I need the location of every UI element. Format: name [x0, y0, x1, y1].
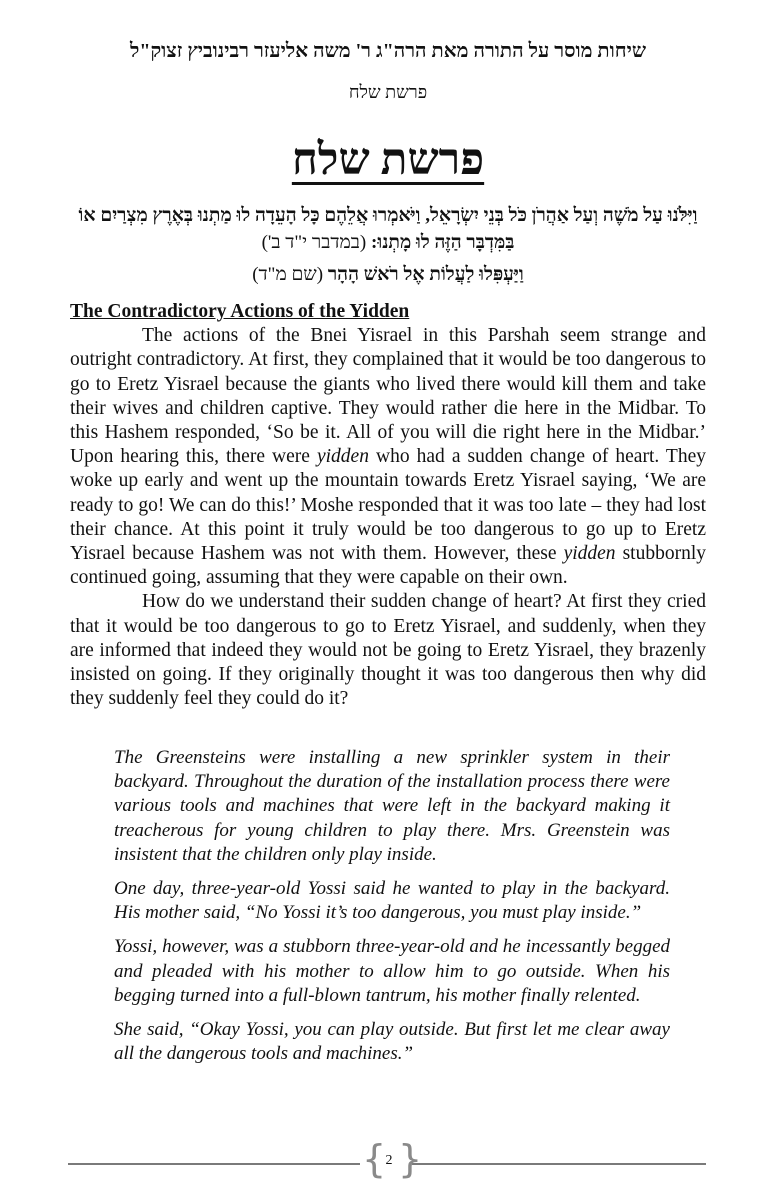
story-block [114, 746, 670, 1076]
story-paragraph: One day, three-year-old Yossi said he wanted to play in the backyard. His mother said, “No Yossi it’s too dangerous, you must play inside.” [114, 878, 670, 924]
paragraph-1-emphasis-2: yidden [563, 543, 616, 565]
pasuk-source-1: (במדבר י"ד ב') [261, 232, 367, 253]
right-brace-ornament: } [398, 1137, 423, 1181]
footer-rule-right [412, 1163, 706, 1165]
paragraph-1-emphasis-1: yidden [316, 446, 369, 468]
story-paragraph: She said, “Okay Yossi, you can play outside. But first let me clear away all the dangerous tools and machines.” [114, 1019, 670, 1065]
pasuk-text-2: וַיַּעְפִּלוּ לַעֲלוֹת אֶל רֹאשׁ הָהָר [327, 264, 524, 285]
series-header: שיחות מוסר על התורה מאת הרה"ג ר' משה אליעזר רבינוביץ זצוק"ל [129, 40, 646, 62]
page-number: 2 [385, 1153, 393, 1168]
pasuk-source-2: (שם מ"ד) [252, 264, 324, 285]
section-heading: The Contradictory Actions of the Yidden [70, 301, 410, 322]
parsha-subheader: פרשת שלח [348, 82, 428, 102]
story-paragraph: Yossi, however, was a stubborn three-year-old and he incessantly begged and pleaded with his mother to allow him to go outside. When his begging turned into a full-blown tantrum, his mother finally relented. [114, 936, 670, 1006]
pasuk-block-2 [60, 264, 716, 286]
paragraph-2: How do we understand their sudden change of heart? At first they cried that it would be too dangerous to go to Eretz Yisrael, and suddenly, when they are informed that indeed they would not be going to Eretz Yisrael, they brazenly insisted on going. If they originally thought it was too dangerous then why did they suddenly feel they could do it? [70, 591, 706, 710]
paragraph-1-part-b: who had a sudden change of heart. They woke up early and went up the mountain towards Eretz Yisrael saying, ‘We are ready to go! We can do this!’ Moshe responded that it was too late – they had lost their chance. At this point it truly would be too dangerous to go up to Eretz Yisrael because Hashem was not with them. However, these [70, 446, 707, 565]
page-title-text: פרשת שלח [291, 135, 485, 184]
main-body [70, 300, 706, 711]
pasuk-text-1: וַיִּלֹּנוּ עַל מֹשֶׁה וְעַל אַהֲרֹן כֹּל בְּנֵי יִשְׂרָאֵל, וַיֹּאמְרוּ אֲלֵהֶם כָּל הָעֵדָה לוּ מַתְנוּ בְּאֶרֶץ מִצְרַיִם אוֹ בַּמִּדְבָּר הַזֶּה לוּ מָתְנוּ: [78, 205, 698, 253]
footer-rule-left [68, 1163, 360, 1165]
pasuk-block-1 [60, 202, 716, 256]
paragraph-1 [70, 324, 706, 590]
paragraph-1-part-a: The actions of the Bnei Yisrael in this Parshah seem strange and outright contradictory. At first, they complained that it would be too dangerous to go to Eretz Yisrael because the giants who lived there would kill them and take their wives and children captive. They would rather die here in the Midbar. To this Hashem responded, ‘So be it. All of you will die right here in the Midbar.’ Upon hearing this, there were [70, 325, 706, 468]
paragraph-1-part-c: stubbornly continued going, assuming that they were capable on their own. [70, 543, 706, 589]
left-brace-ornament: { [362, 1137, 387, 1181]
page-title [60, 135, 716, 184]
story-paragraph: The Greensteins were installing a new sprinkler system in their backyard. Throughout the duration of the installation process there were various tools and machines that were left in the backyard making it treacherous for young children to play there. Mrs. Greenstein was insistent that the children only play inside. [114, 747, 670, 865]
